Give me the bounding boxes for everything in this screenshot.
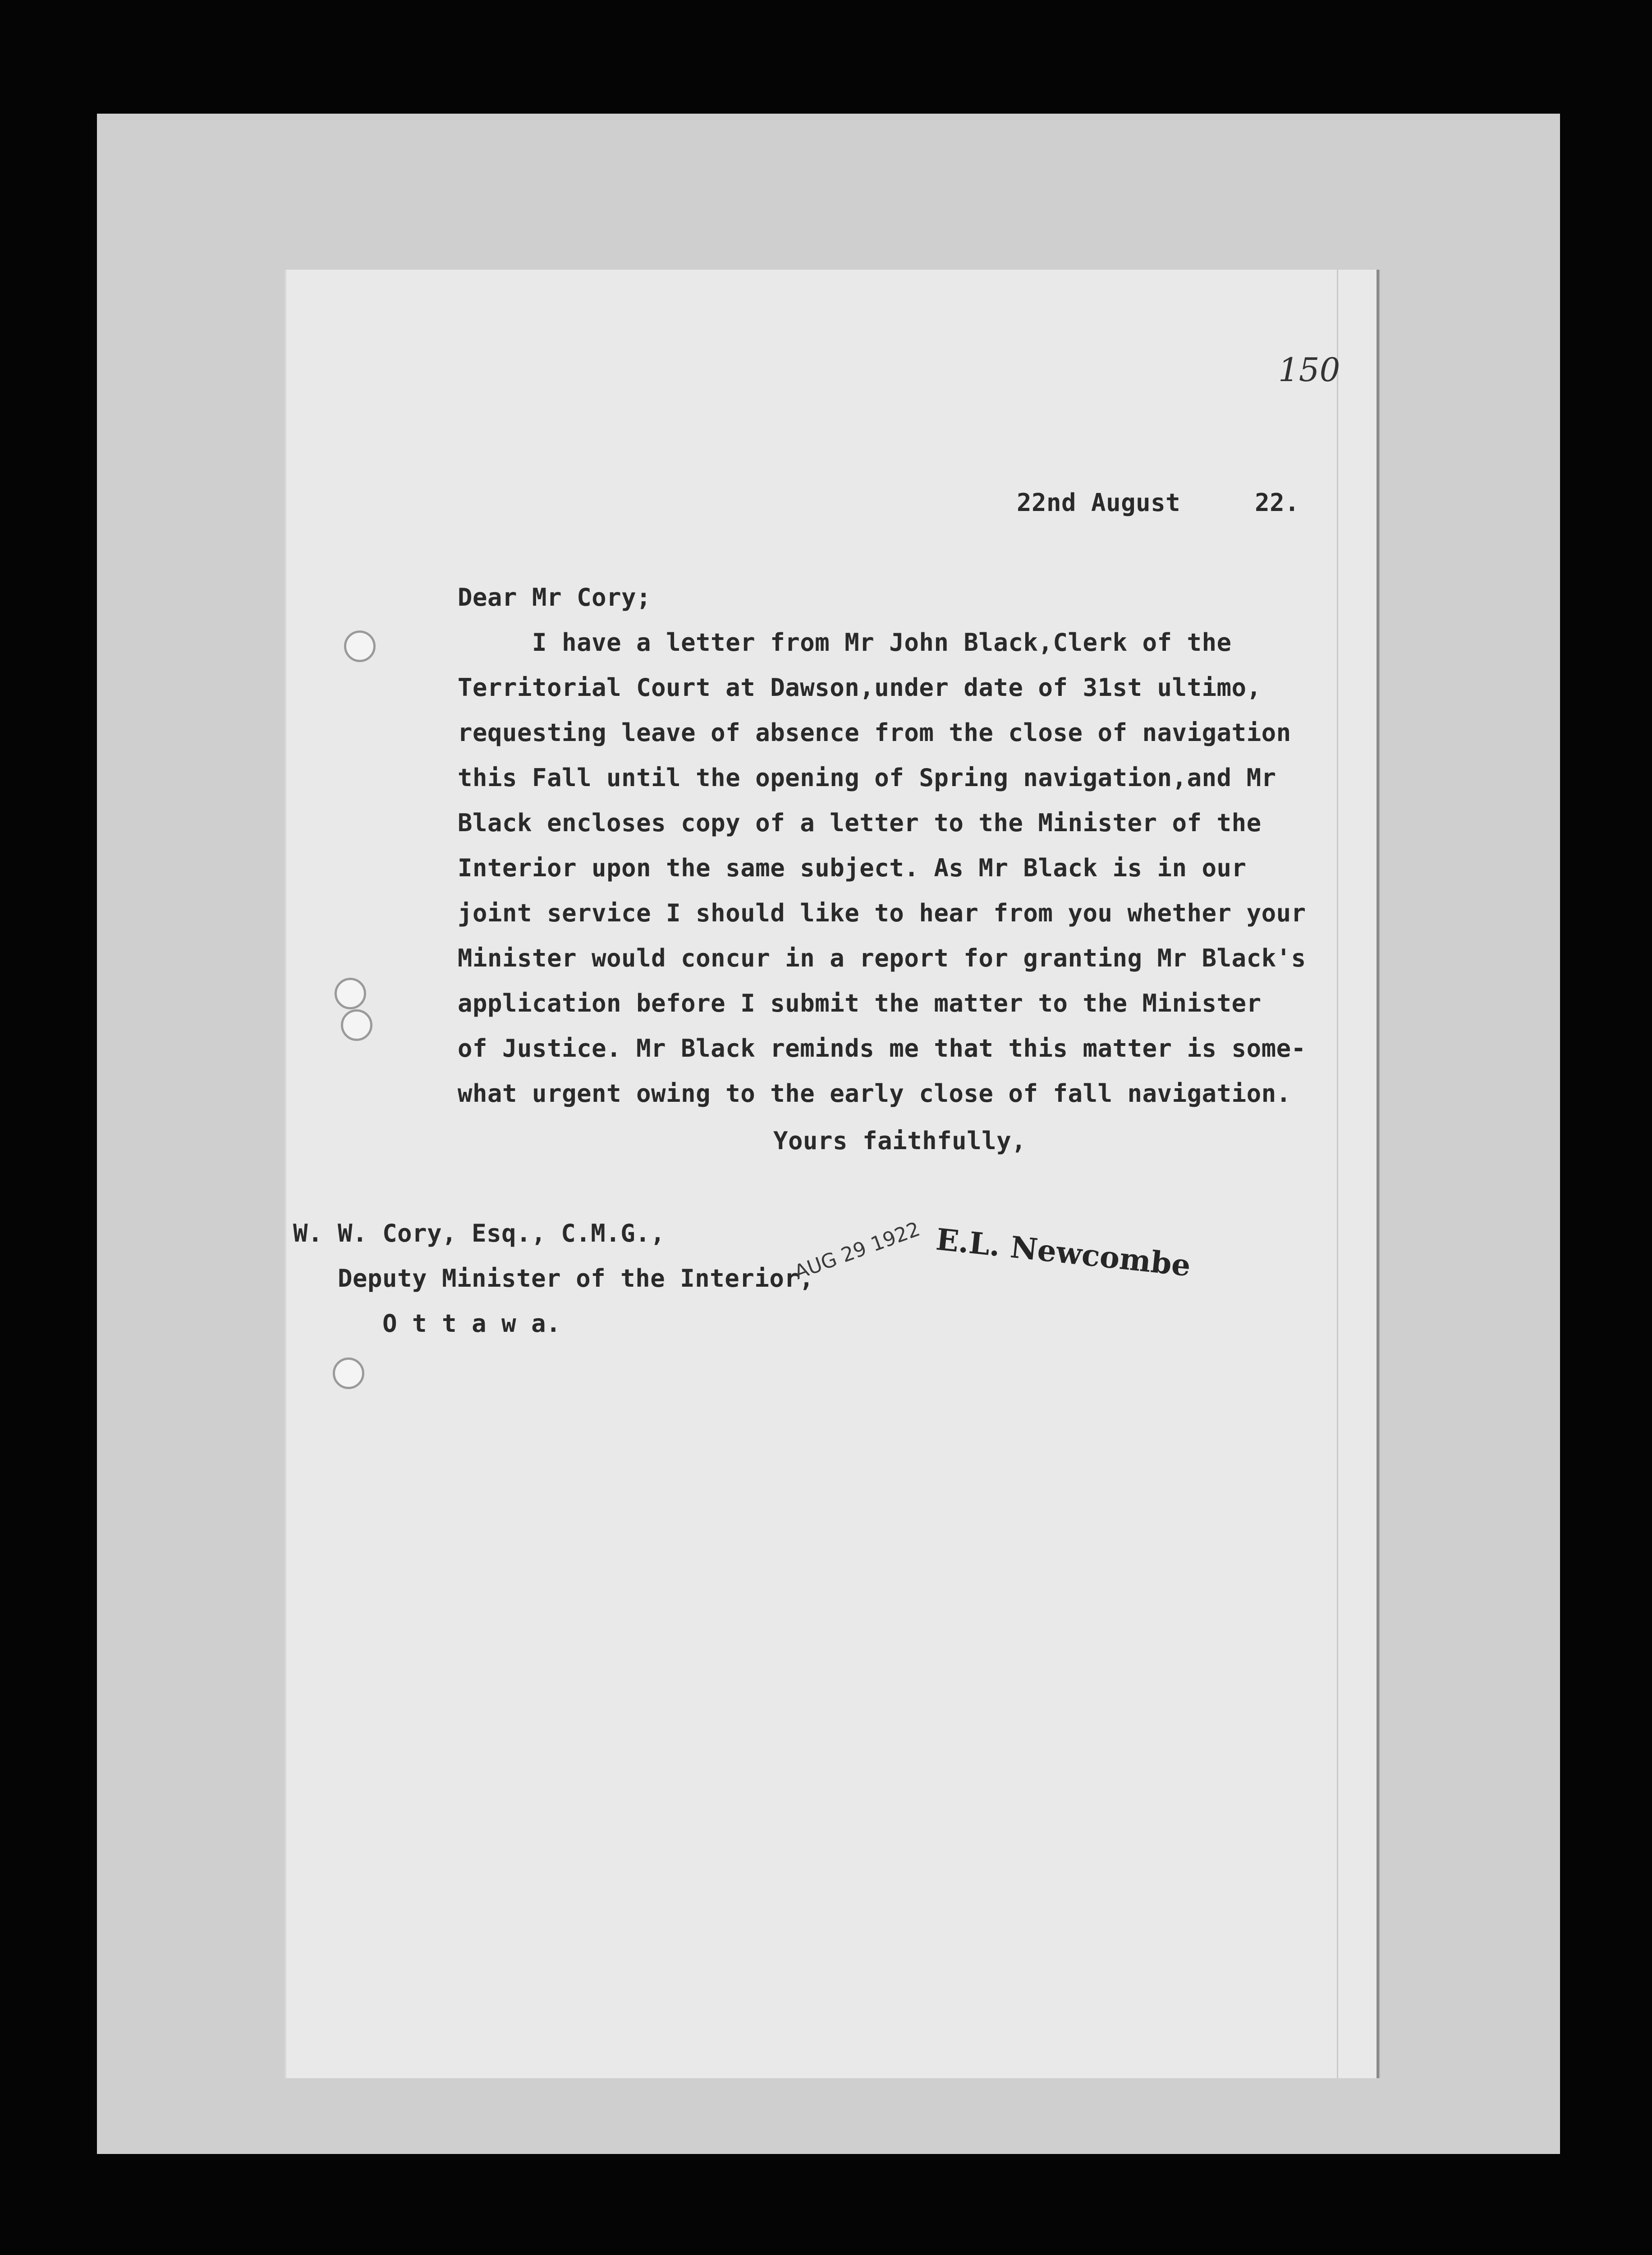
body-line: joint service I should like to hear from you whether your [458,899,1306,927]
punch-hole [341,1009,372,1041]
body-line: application before I submit the matter to the Minister [458,989,1262,1017]
closing: Yours faithfully, [773,1127,1027,1155]
signature: E.L. Newcombe [934,1221,1193,1284]
punch-hole [344,630,376,662]
address-line: W. W. Cory, Esq., C.M.G., [293,1219,665,1247]
body-line: this Fall until the opening of Spring navigation,and Mr [458,764,1276,792]
page-fold-line [1337,270,1338,2078]
body-line: what urgent owing to the early close of fall navigation. [458,1079,1291,1108]
address-line: Deputy Minister of the Interior, [293,1264,814,1293]
body-line: Interior upon the same subject. As Mr Black is in our [458,854,1247,882]
body-line: Black encloses copy of a letter to the Minister of the [458,809,1262,837]
page-edge [1377,270,1379,2078]
letter-date: 22nd August 22. [1017,488,1300,517]
letter-page [286,270,1377,2078]
body-line: I have a letter from Mr John Black,Clerk of the [458,628,1232,657]
punch-hole [333,1358,364,1389]
body-line: Territorial Court at Dawson,under date of 31st ultimo, [458,673,1262,702]
punch-hole [335,978,366,1009]
salutation: Dear Mr Cory; [458,583,652,612]
body-line: of Justice. Mr Black reminds me that this matter is some- [458,1034,1306,1063]
body-line: Minister would concur in a report for granting Mr Black's [458,944,1306,972]
address-line: O t t a w a. [293,1309,561,1338]
body-line: requesting leave of absence from the close of navigation [458,718,1291,747]
page-number: 150 [1278,351,1340,389]
date-stamp: AUG 29 1922 [791,1217,923,1284]
